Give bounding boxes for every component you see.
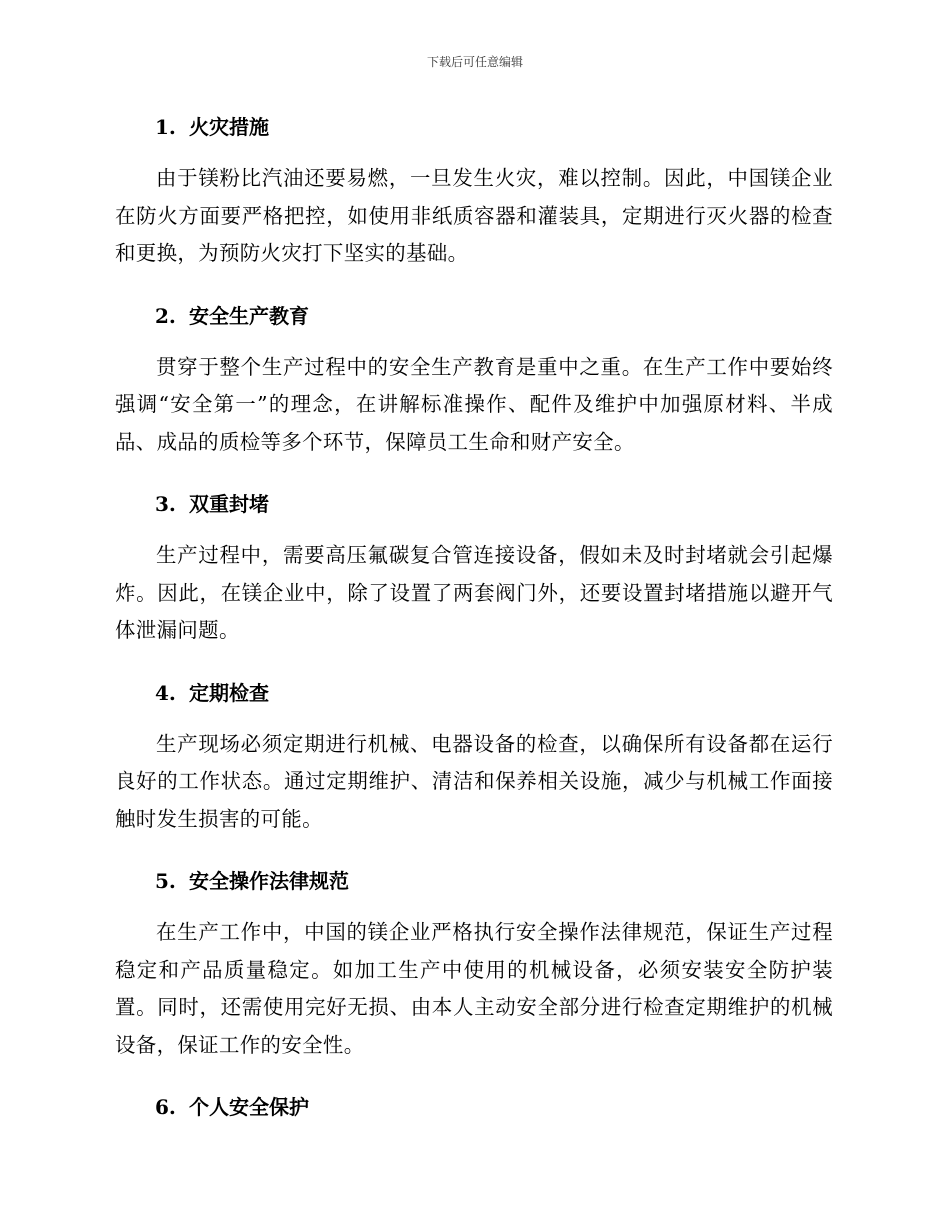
section-paragraph: 贯穿于整个生产过程中的安全生产教育是重中之重。在生产工作中要始终强调“安全第一”的理念，在讲解标准操作、配件及维护中加强原材料、半成品、成品的质检等多个环节，保障员工生命和财产安全。 <box>115 354 833 454</box>
section-title: 双重封堵 <box>189 492 269 516</box>
section-number: 5. <box>155 869 176 893</box>
section-title: 安全操作法律规范 <box>189 869 349 893</box>
section-number: 6. <box>155 1095 176 1119</box>
section-paragraph: 由于镁粉比汽油还要易燃，一旦发生火灾，难以控制。因此，中国镁企业在防火方面要严格把控，如使用非纸质容器和灌装具，定期进行灭火器的检查和更换，为预防火灾打下坚实的基础。 <box>115 166 833 265</box>
section-personal-protection <box>115 1088 833 1126</box>
section-title: 火灾措施 <box>189 115 269 139</box>
section-regular-inspection <box>115 674 833 839</box>
section-title: 定期检查 <box>189 680 269 705</box>
section-title: 安全生产教育 <box>189 303 309 328</box>
section-heading <box>115 674 833 712</box>
section-paragraph: 在生产工作中，中国的镁企业严格执行安全操作法律规范，保证生产过程稳定和产品质量稳定。如加工生产中使用的机械设备，必须安装安全防护装置。同时，还需使用完好无损、由本人主动安全部分进行检查定期维护的机械设备，保证工作的安全性。 <box>115 920 833 1057</box>
section-safe-operation-regulations <box>115 862 833 1064</box>
section-double-sealing <box>115 485 833 650</box>
section-heading <box>115 297 833 335</box>
section-number: 4. <box>155 680 176 705</box>
section-number: 2. <box>155 303 176 328</box>
section-number: 3. <box>155 492 176 516</box>
section-fire-measures <box>115 108 833 273</box>
section-heading <box>115 485 833 523</box>
section-safety-education <box>115 297 833 462</box>
section-heading <box>115 1088 833 1126</box>
section-paragraph: 生产现场必须定期进行机械、电器设备的检查，以确保所有设备都在运行良好的工作状态。通过定期维护、清洁和保养相关设施，减少与机械工作面接触时发生损害的可能。 <box>115 731 833 831</box>
header-note: 下载后可任意编辑 <box>426 55 523 69</box>
document-body <box>115 108 833 1126</box>
section-number: 1. <box>155 115 176 139</box>
section-heading <box>115 862 833 900</box>
section-title: 个人安全保护 <box>189 1095 309 1119</box>
section-paragraph: 生产过程中，需要高压氟碳复合管连接设备，假如未及时封堵就会引起爆炸。因此，在镁企业中，除了设置了两套阀门外，还要设置封堵措施以避开气体泄漏问题。 <box>115 543 833 642</box>
section-heading <box>115 108 833 146</box>
